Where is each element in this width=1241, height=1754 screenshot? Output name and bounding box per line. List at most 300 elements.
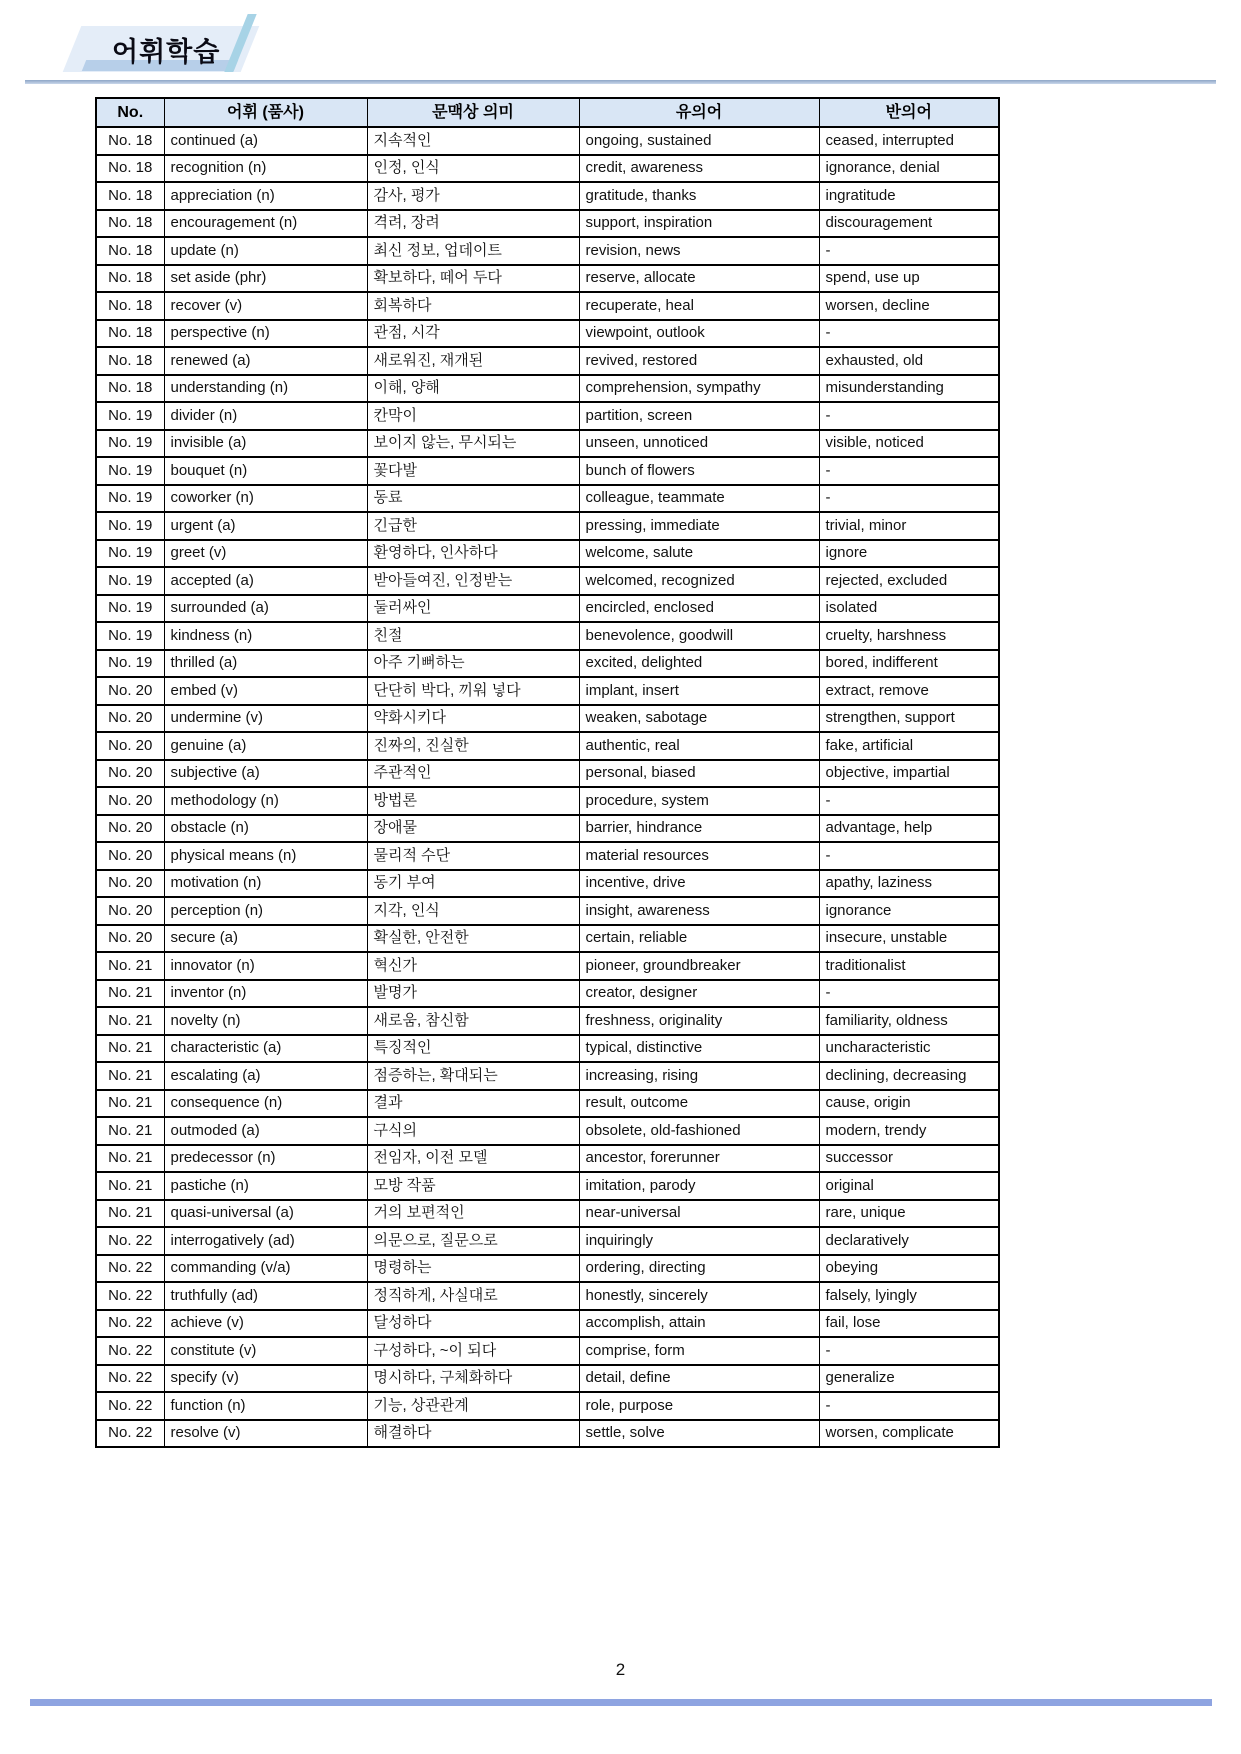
cell-meaning: 꽃다발 [367,457,579,485]
table-row [96,210,999,238]
cell-synonym: near-universal [579,1200,819,1228]
cell-synonym: partition, screen [579,402,819,430]
cell-antonym: - [819,237,999,265]
table-row [96,1310,999,1338]
cell-synonym: detail, define [579,1365,819,1393]
cell-no: No. 22 [96,1227,164,1255]
cell-meaning: 모방 작품 [367,1172,579,1200]
table-row [96,1227,999,1255]
cell-word: pastiche (n) [164,1172,367,1200]
cell-meaning: 관점, 시각 [367,320,579,348]
cell-antonym: - [819,457,999,485]
cell-synonym: revision, news [579,237,819,265]
cell-no: No. 20 [96,732,164,760]
cell-antonym: ceased, interrupted [819,127,999,155]
cell-antonym: - [819,1337,999,1365]
cell-synonym: implant, insert [579,677,819,705]
table-row [96,402,999,430]
cell-meaning: 칸막이 [367,402,579,430]
cell-no: No. 19 [96,595,164,623]
cell-synonym: material resources [579,842,819,870]
cell-word: recognition (n) [164,155,367,183]
cell-word: appreciation (n) [164,182,367,210]
cell-word: bouquet (n) [164,457,367,485]
table-row [96,815,999,843]
cell-synonym: freshness, originality [579,1007,819,1035]
col-header-synonym: 유의어 [579,98,819,127]
table-row [96,540,999,568]
table-row [96,1172,999,1200]
table-row [96,1365,999,1393]
page-number: 2 [615,1660,626,1679]
cell-synonym: result, outcome [579,1090,819,1118]
table-row [96,237,999,265]
cell-meaning: 인정, 인식 [367,155,579,183]
cell-meaning: 회복하다 [367,292,579,320]
cell-synonym: comprehension, sympathy [579,375,819,403]
cell-antonym: falsely, lyingly [819,1282,999,1310]
cell-synonym: welcomed, recognized [579,567,819,595]
cell-word: accepted (a) [164,567,367,595]
table-row [96,1337,999,1365]
cell-no: No. 21 [96,952,164,980]
table-row [96,952,999,980]
cell-antonym: uncharacteristic [819,1035,999,1063]
cell-word: achieve (v) [164,1310,367,1338]
cell-meaning: 지속적인 [367,127,579,155]
cell-meaning: 의문으로, 질문으로 [367,1227,579,1255]
cell-antonym: - [819,980,999,1008]
cell-antonym: apathy, laziness [819,870,999,898]
cell-synonym: procedure, system [579,787,819,815]
cell-antonym: isolated [819,595,999,623]
cell-word: resolve (v) [164,1420,367,1448]
cell-synonym: bunch of flowers [579,457,819,485]
cell-word: genuine (a) [164,732,367,760]
cell-word: kindness (n) [164,622,367,650]
cell-synonym: imitation, parody [579,1172,819,1200]
cell-word: thrilled (a) [164,650,367,678]
table-row [96,347,999,375]
cell-no: No. 19 [96,402,164,430]
cell-meaning: 최신 정보, 업데이트 [367,237,579,265]
table-row [96,732,999,760]
cell-antonym: bored, indifferent [819,650,999,678]
cell-no: No. 20 [96,897,164,925]
cell-antonym: traditionalist [819,952,999,980]
cell-synonym: support, inspiration [579,210,819,238]
table-row [96,897,999,925]
cell-synonym: encircled, enclosed [579,595,819,623]
cell-synonym: recuperate, heal [579,292,819,320]
cell-no: No. 18 [96,155,164,183]
cell-word: outmoded (a) [164,1117,367,1145]
cell-antonym: generalize [819,1365,999,1393]
cell-meaning: 주관적인 [367,760,579,788]
table-row [96,1007,999,1035]
table-row [96,182,999,210]
cell-meaning: 구식의 [367,1117,579,1145]
cell-word: quasi-universal (a) [164,1200,367,1228]
cell-antonym: - [819,320,999,348]
cell-synonym: ordering, directing [579,1255,819,1283]
cell-synonym: unseen, unnoticed [579,430,819,458]
table-row [96,155,999,183]
cell-synonym: role, purpose [579,1392,819,1420]
cell-word: interrogatively (ad) [164,1227,367,1255]
cell-synonym: weaken, sabotage [579,705,819,733]
cell-no: No. 22 [96,1282,164,1310]
table-row [96,650,999,678]
cell-word: physical means (n) [164,842,367,870]
cell-word: continued (a) [164,127,367,155]
col-header-meaning: 문맥상 의미 [367,98,579,127]
cell-antonym: - [819,402,999,430]
cell-meaning: 진짜의, 진실한 [367,732,579,760]
cell-no: No. 20 [96,842,164,870]
cell-no: No. 21 [96,1145,164,1173]
cell-meaning: 장애물 [367,815,579,843]
table-row [96,925,999,953]
cell-meaning: 지각, 인식 [367,897,579,925]
cell-no: No. 20 [96,677,164,705]
cell-synonym: pioneer, groundbreaker [579,952,819,980]
cell-no: No. 19 [96,540,164,568]
cell-synonym: pressing, immediate [579,512,819,540]
cell-synonym: comprise, form [579,1337,819,1365]
cell-word: characteristic (a) [164,1035,367,1063]
cell-meaning: 약화시키다 [367,705,579,733]
cell-word: surrounded (a) [164,595,367,623]
cell-antonym: ignore [819,540,999,568]
cell-meaning: 감사, 평가 [367,182,579,210]
cell-meaning: 정직하게, 사실대로 [367,1282,579,1310]
cell-antonym: declining, decreasing [819,1062,999,1090]
cell-antonym: ignorance [819,897,999,925]
cell-word: coworker (n) [164,485,367,513]
table-row [96,430,999,458]
cell-antonym: obeying [819,1255,999,1283]
cell-word: constitute (v) [164,1337,367,1365]
cell-meaning: 환영하다, 인사하다 [367,540,579,568]
cell-word: divider (n) [164,402,367,430]
table-row [96,375,999,403]
cell-antonym: exhausted, old [819,347,999,375]
cell-meaning: 격려, 장려 [367,210,579,238]
cell-meaning: 물리적 수단 [367,842,579,870]
cell-antonym: cause, origin [819,1090,999,1118]
cell-synonym: authentic, real [579,732,819,760]
table-row [96,1117,999,1145]
table-row [96,457,999,485]
cell-no: No. 21 [96,1117,164,1145]
cell-meaning: 둘러싸인 [367,595,579,623]
cell-synonym: increasing, rising [579,1062,819,1090]
cell-meaning: 명령하는 [367,1255,579,1283]
cell-word: secure (a) [164,925,367,953]
cell-no: No. 19 [96,485,164,513]
cell-word: consequence (n) [164,1090,367,1118]
table-row [96,1420,999,1448]
cell-meaning: 확보하다, 떼어 두다 [367,265,579,293]
cell-synonym: settle, solve [579,1420,819,1448]
cell-synonym: viewpoint, outlook [579,320,819,348]
cell-synonym: inquiringly [579,1227,819,1255]
table-row [96,1282,999,1310]
cell-antonym: worsen, decline [819,292,999,320]
cell-no: No. 18 [96,320,164,348]
cell-synonym: ongoing, sustained [579,127,819,155]
table-row [96,760,999,788]
cell-no: No. 19 [96,430,164,458]
cell-antonym: familiarity, oldness [819,1007,999,1035]
cell-antonym: advantage, help [819,815,999,843]
cell-antonym: fake, artificial [819,732,999,760]
cell-meaning: 동료 [367,485,579,513]
cell-no: No. 22 [96,1420,164,1448]
cell-antonym: spend, use up [819,265,999,293]
cell-word: update (n) [164,237,367,265]
cell-no: No. 19 [96,650,164,678]
cell-word: subjective (a) [164,760,367,788]
cell-word: methodology (n) [164,787,367,815]
cell-antonym: - [819,485,999,513]
cell-antonym: rare, unique [819,1200,999,1228]
header-separator-line [25,80,1216,84]
cell-antonym: - [819,842,999,870]
cell-no: No. 21 [96,1035,164,1063]
cell-no: No. 18 [96,347,164,375]
cell-meaning: 기능, 상관관계 [367,1392,579,1420]
cell-synonym: accomplish, attain [579,1310,819,1338]
cell-synonym: certain, reliable [579,925,819,953]
cell-word: understanding (n) [164,375,367,403]
table-row [96,1255,999,1283]
cell-meaning: 전임자, 이전 모델 [367,1145,579,1173]
cell-antonym: modern, trendy [819,1117,999,1145]
cell-synonym: reserve, allocate [579,265,819,293]
cell-word: greet (v) [164,540,367,568]
cell-word: inventor (n) [164,980,367,1008]
cell-antonym: - [819,1392,999,1420]
cell-word: urgent (a) [164,512,367,540]
cell-antonym: extract, remove [819,677,999,705]
cell-no: No. 20 [96,760,164,788]
cell-meaning: 거의 보편적인 [367,1200,579,1228]
cell-no: No. 18 [96,237,164,265]
cell-meaning: 단단히 박다, 끼워 넣다 [367,677,579,705]
cell-meaning: 이해, 양해 [367,375,579,403]
cell-no: No. 18 [96,127,164,155]
cell-meaning: 방법론 [367,787,579,815]
table-row [96,1392,999,1420]
table-row [96,1090,999,1118]
col-header-word: 어휘 (품사) [164,98,367,127]
table-row [96,485,999,513]
cell-antonym: rejected, excluded [819,567,999,595]
cell-antonym: original [819,1172,999,1200]
cell-no: No. 19 [96,457,164,485]
table-row [96,677,999,705]
cell-word: function (n) [164,1392,367,1420]
cell-synonym: insight, awareness [579,897,819,925]
cell-synonym: welcome, salute [579,540,819,568]
cell-meaning: 새로움, 참신함 [367,1007,579,1035]
table-row [96,292,999,320]
cell-no: No. 21 [96,1007,164,1035]
cell-antonym: ignorance, denial [819,155,999,183]
cell-antonym: objective, impartial [819,760,999,788]
cell-word: commanding (v/a) [164,1255,367,1283]
cell-meaning: 받아들여진, 인정받는 [367,567,579,595]
cell-no: No. 18 [96,210,164,238]
table-row [96,567,999,595]
cell-meaning: 동기 부여 [367,870,579,898]
cell-no: No. 18 [96,375,164,403]
cell-synonym: gratitude, thanks [579,182,819,210]
table-row [96,787,999,815]
cell-word: truthfully (ad) [164,1282,367,1310]
cell-meaning: 확실한, 안전한 [367,925,579,953]
cell-word: obstacle (n) [164,815,367,843]
cell-no: No. 22 [96,1255,164,1283]
cell-word: novelty (n) [164,1007,367,1035]
cell-meaning: 명시하다, 구체화하다 [367,1365,579,1393]
table-row [96,870,999,898]
table-row [96,320,999,348]
col-header-antonym: 반의어 [819,98,999,127]
cell-no: No. 21 [96,1062,164,1090]
title-banner [60,14,320,76]
cell-synonym: typical, distinctive [579,1035,819,1063]
cell-meaning: 긴급한 [367,512,579,540]
table-row [96,1035,999,1063]
vocabulary-table [95,97,1000,1448]
page-title: 어휘학습 [112,37,221,67]
table-row [96,980,999,1008]
cell-no: No. 21 [96,1200,164,1228]
cell-word: embed (v) [164,677,367,705]
cell-no: No. 22 [96,1392,164,1420]
cell-meaning: 혁신가 [367,952,579,980]
cell-no: No. 21 [96,980,164,1008]
cell-antonym: cruelty, harshness [819,622,999,650]
cell-synonym: barrier, hindrance [579,815,819,843]
table-header-row [96,98,999,127]
cell-synonym: honestly, sincerely [579,1282,819,1310]
table-row [96,512,999,540]
cell-synonym: obsolete, old-fashioned [579,1117,819,1145]
cell-meaning: 결과 [367,1090,579,1118]
cell-synonym: personal, biased [579,760,819,788]
table-row [96,265,999,293]
cell-synonym: benevolence, goodwill [579,622,819,650]
cell-no: No. 21 [96,1172,164,1200]
cell-no: No. 19 [96,512,164,540]
footer-bar [30,1699,1212,1706]
table-row [96,127,999,155]
cell-antonym: ingratitude [819,182,999,210]
cell-antonym: discouragement [819,210,999,238]
cell-antonym: strengthen, support [819,705,999,733]
cell-synonym: incentive, drive [579,870,819,898]
cell-meaning: 아주 기뻐하는 [367,650,579,678]
cell-meaning: 발명가 [367,980,579,1008]
cell-word: set aside (phr) [164,265,367,293]
cell-word: escalating (a) [164,1062,367,1090]
cell-word: perspective (n) [164,320,367,348]
cell-meaning: 해결하다 [367,1420,579,1448]
cell-word: perception (n) [164,897,367,925]
cell-word: undermine (v) [164,705,367,733]
cell-word: renewed (a) [164,347,367,375]
cell-meaning: 특징적인 [367,1035,579,1063]
cell-synonym: revived, restored [579,347,819,375]
cell-no: No. 20 [96,925,164,953]
cell-antonym: misunderstanding [819,375,999,403]
table-row [96,842,999,870]
cell-synonym: credit, awareness [579,155,819,183]
cell-no: No. 20 [96,870,164,898]
cell-antonym: worsen, complicate [819,1420,999,1448]
cell-no: No. 20 [96,815,164,843]
cell-synonym: ancestor, forerunner [579,1145,819,1173]
col-header-no: No. [96,98,164,127]
cell-meaning: 새로워진, 재개된 [367,347,579,375]
cell-no: No. 22 [96,1310,164,1338]
table-row [96,1145,999,1173]
cell-no: No. 18 [96,182,164,210]
cell-word: predecessor (n) [164,1145,367,1173]
cell-meaning: 구성하다, ~이 되다 [367,1337,579,1365]
table-row [96,705,999,733]
cell-synonym: colleague, teammate [579,485,819,513]
cell-no: No. 20 [96,705,164,733]
cell-no: No. 20 [96,787,164,815]
table-row [96,1200,999,1228]
cell-word: encouragement (n) [164,210,367,238]
cell-antonym: visible, noticed [819,430,999,458]
cell-word: motivation (n) [164,870,367,898]
cell-antonym: - [819,787,999,815]
cell-no: No. 19 [96,622,164,650]
cell-word: recover (v) [164,292,367,320]
cell-word: invisible (a) [164,430,367,458]
cell-meaning: 친절 [367,622,579,650]
cell-meaning: 달성하다 [367,1310,579,1338]
cell-meaning: 점증하는, 확대되는 [367,1062,579,1090]
table-row [96,1062,999,1090]
cell-no: No. 18 [96,292,164,320]
cell-no: No. 18 [96,265,164,293]
cell-antonym: declaratively [819,1227,999,1255]
cell-synonym: excited, delighted [579,650,819,678]
cell-no: No. 19 [96,567,164,595]
cell-antonym: successor [819,1145,999,1173]
cell-word: specify (v) [164,1365,367,1393]
cell-antonym: insecure, unstable [819,925,999,953]
cell-word: innovator (n) [164,952,367,980]
table-row [96,595,999,623]
cell-no: No. 22 [96,1365,164,1393]
table-row [96,622,999,650]
cell-no: No. 22 [96,1337,164,1365]
cell-meaning: 보이지 않는, 무시되는 [367,430,579,458]
cell-synonym: creator, designer [579,980,819,1008]
cell-antonym: fail, lose [819,1310,999,1338]
cell-antonym: trivial, minor [819,512,999,540]
cell-no: No. 21 [96,1090,164,1118]
